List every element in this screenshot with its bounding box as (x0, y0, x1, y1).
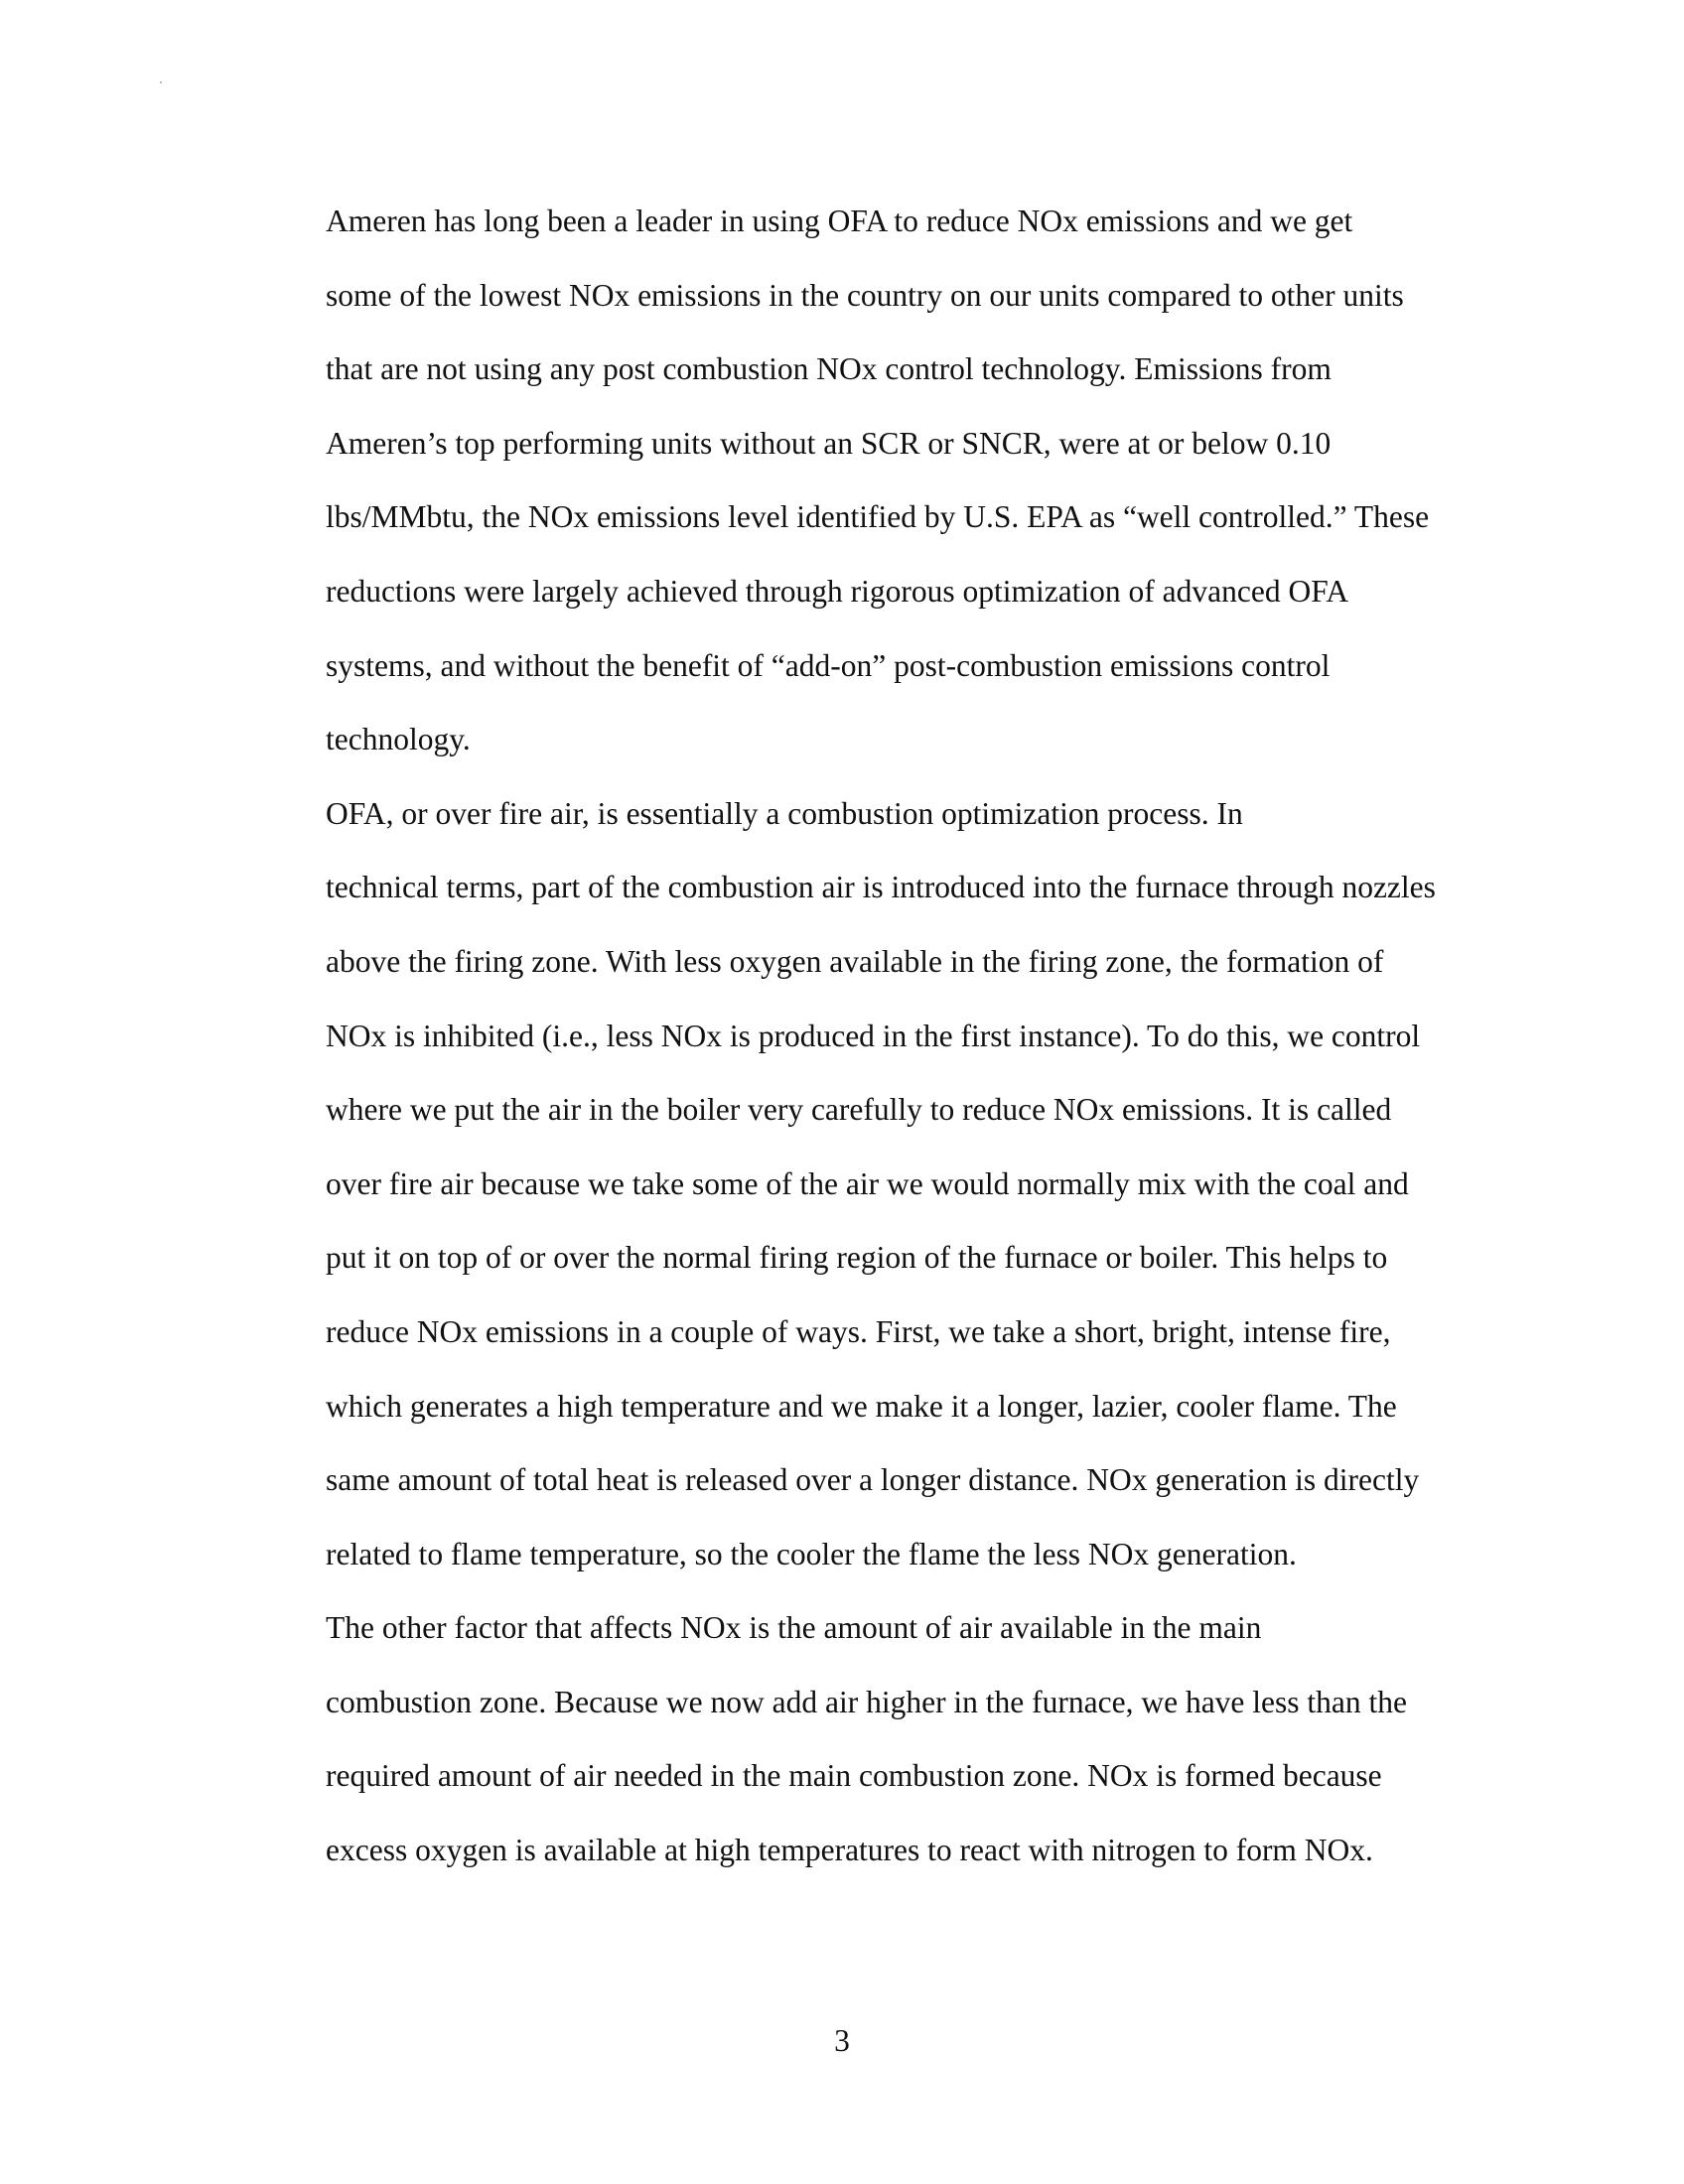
text-line: Ameren has long been a leader in using OFA to reduce NOx emissions and we get (326, 204, 1353, 238)
text-line: same amount of total heat is released over a longer distance. NOx generation is directly (326, 1462, 1420, 1498)
page-number: 3 (834, 2023, 850, 2058)
text-line: some of the lowest NOx emissions in the country on our units compared to other units (326, 277, 1404, 313)
text-line: OFA, or over fire air, is essentially a combustion optimization process. In (326, 795, 1243, 831)
text-line: which generates a high temperature and we make it a longer, lazier, cooler flame. The (326, 1388, 1397, 1424)
text-line: combustion zone. Because we now add air higher in the furnace, we have less than the (326, 1684, 1407, 1719)
text-line: systems, and without the benefit of “add-on” post-combustion emissions control (326, 647, 1331, 683)
text-line: where we put the air in the boiler very carefully to reduce NOx emissions. It is called (326, 1092, 1392, 1128)
text-line: lbs/MMbtu, the NOx emissions level identified by U.S. EPA as “well controlled.” These (326, 499, 1430, 535)
text-line: put it on top of or over the normal firing region of the furnace or boiler. This helps to (326, 1240, 1388, 1276)
paragraph-ofa-leadership (228, 185, 1440, 777)
text-line: technical terms, part of the combustion air is introduced into the furnace through nozzles (326, 870, 1436, 905)
text-line: NOx is inhibited (i.e., less NOx is produced in the first instance). To do this, we control (326, 1018, 1421, 1053)
text-line: related to flame temperature, so the cooler the flame the less NOx generation. (326, 1536, 1297, 1571)
text-line: that are not using any post combustion NOx control technology. Emissions from (326, 351, 1332, 387)
text-line: reduce NOx emissions in a couple of ways. First, we take a short, bright, intense fire, (326, 1313, 1391, 1349)
text-line: over fire air because we take some of the air we would normally mix with the coal and (326, 1165, 1409, 1201)
text-line: required amount of air needed in the main combustion zone. NOx is formed because (326, 1758, 1382, 1794)
text-line: technology. (326, 722, 471, 757)
text-line: The other factor that affects NOx is the amount of air available in the main (326, 1610, 1262, 1646)
paragraph-ofa-definition (228, 777, 1440, 1592)
text-line: reductions were largely achieved through rigorous optimization of advanced OFA (326, 573, 1349, 609)
text-line: Ameren’s top performing units without an SCR or SNCR, were at or below 0.10 (326, 425, 1332, 461)
scan-speck (160, 81, 162, 83)
paragraph-air-availability (228, 1591, 1440, 1887)
text-line: excess oxygen is available at high temperatures to react with nitrogen to form NOx. (326, 1833, 1373, 1868)
text-line: above the firing zone. With less oxygen available in the firing zone, the formation of (326, 943, 1384, 979)
body-text (228, 185, 1440, 1888)
